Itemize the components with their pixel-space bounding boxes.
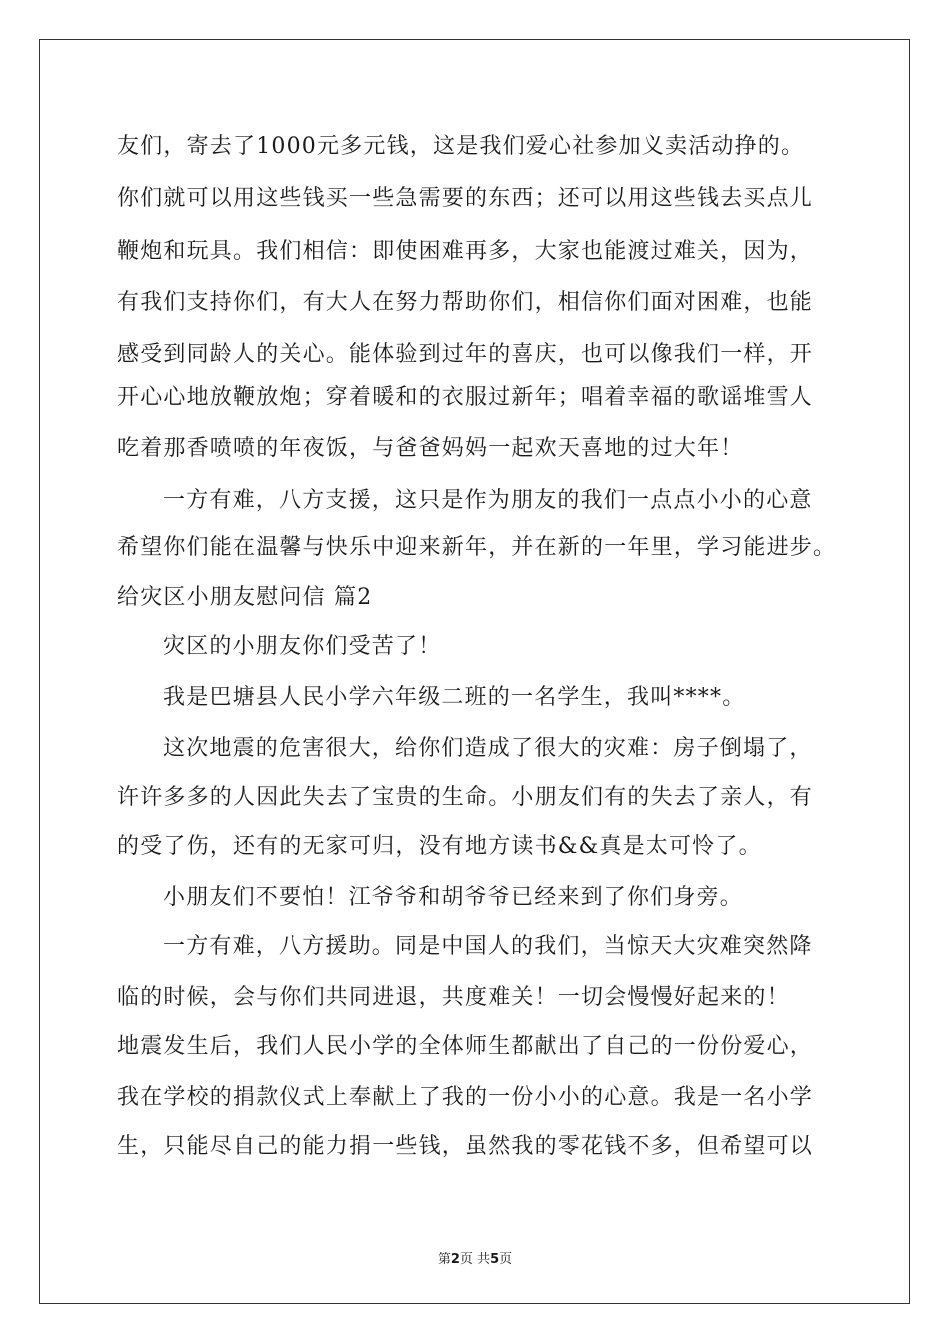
text-line: 鞭炮和玩具。我们相信：即使困难再多，大家也能渡过难关，因为， — [117, 239, 814, 264]
text-line: 这次地震的危害很大，给你们造成了很大的灾难：房子倒塌了， — [163, 736, 813, 761]
text-line: 吃着那香喷喷的年夜饭，与爸爸妈妈一起欢天喜地的过大年！ — [117, 436, 744, 461]
text-line: 你们就可以用这些钱买一些急需要的东西；还可以用这些钱去买点儿 — [117, 186, 814, 211]
text-line: 的受了伤，还有的无家可归，没有地方读书&&真是太可怜了。 — [117, 834, 762, 859]
current-page-number: 2 — [450, 1252, 460, 1267]
text-line: 希望你们能在温馨与快乐中迎来新年，并在新的一年里，学习能进步。 — [117, 535, 837, 560]
text-line: 有我们支持你们，有大人在努力帮助你们，相信你们面对困难，也能 — [117, 290, 814, 315]
text-line: 友们，寄去了1000元多元钱，这是我们爱心社参加义卖活动挣的。 — [117, 134, 805, 159]
section-heading: 给灾区小朋友慰问信 篇2 — [117, 585, 373, 610]
text-line: 小朋友们不要怕！江爷爷和胡爷爷已经来到了你们身旁。 — [163, 885, 744, 910]
footer-middle: 页 共 — [459, 1252, 491, 1267]
text-line: 生，只能尽自己的能力捐一些钱，虽然我的零花钱不多，但希望可以 — [117, 1134, 814, 1159]
text-line: 灾区的小朋友你们受苦了！ — [163, 634, 442, 659]
page-number-footer — [0, 1248, 950, 1267]
text-line: 许许多多的人因此失去了宝贵的生命。小朋友们有的失去了亲人，有 — [117, 785, 814, 810]
text-line: 我是巴塘县人民小学六年级二班的一名学生，我叫****。 — [163, 685, 746, 710]
text-line: 开心心地放鞭放炮；穿着暖和的衣服过新年；唱着幸福的歌谣堆雪人 — [117, 385, 814, 410]
text-line: 地震发生后，我们人民小学的全体师生都献出了自己的一份份爱心， — [117, 1034, 814, 1059]
footer-prefix: 第 — [437, 1252, 451, 1267]
footer-suffix: 页 — [499, 1252, 513, 1267]
text-line: 一方有难，八方支援，这只是作为朋友的我们一点点小小的心意 — [163, 488, 813, 513]
text-line: 我在学校的捐款仪式上奉献上了我的一份小小的心意。我是一名小学 — [117, 1085, 814, 1110]
text-line: 感受到同龄人的关心。能体验到过年的喜庆，也可以像我们一样，开 — [117, 342, 814, 367]
text-line: 一方有难，八方援助。同是中国人的我们，当惊天大灾难突然降 — [163, 934, 813, 959]
text-line: 临的时候，会与你们共同进退，共度难关！一切会慢慢好起来的！ — [117, 985, 790, 1010]
total-page-number: 5 — [490, 1252, 500, 1267]
